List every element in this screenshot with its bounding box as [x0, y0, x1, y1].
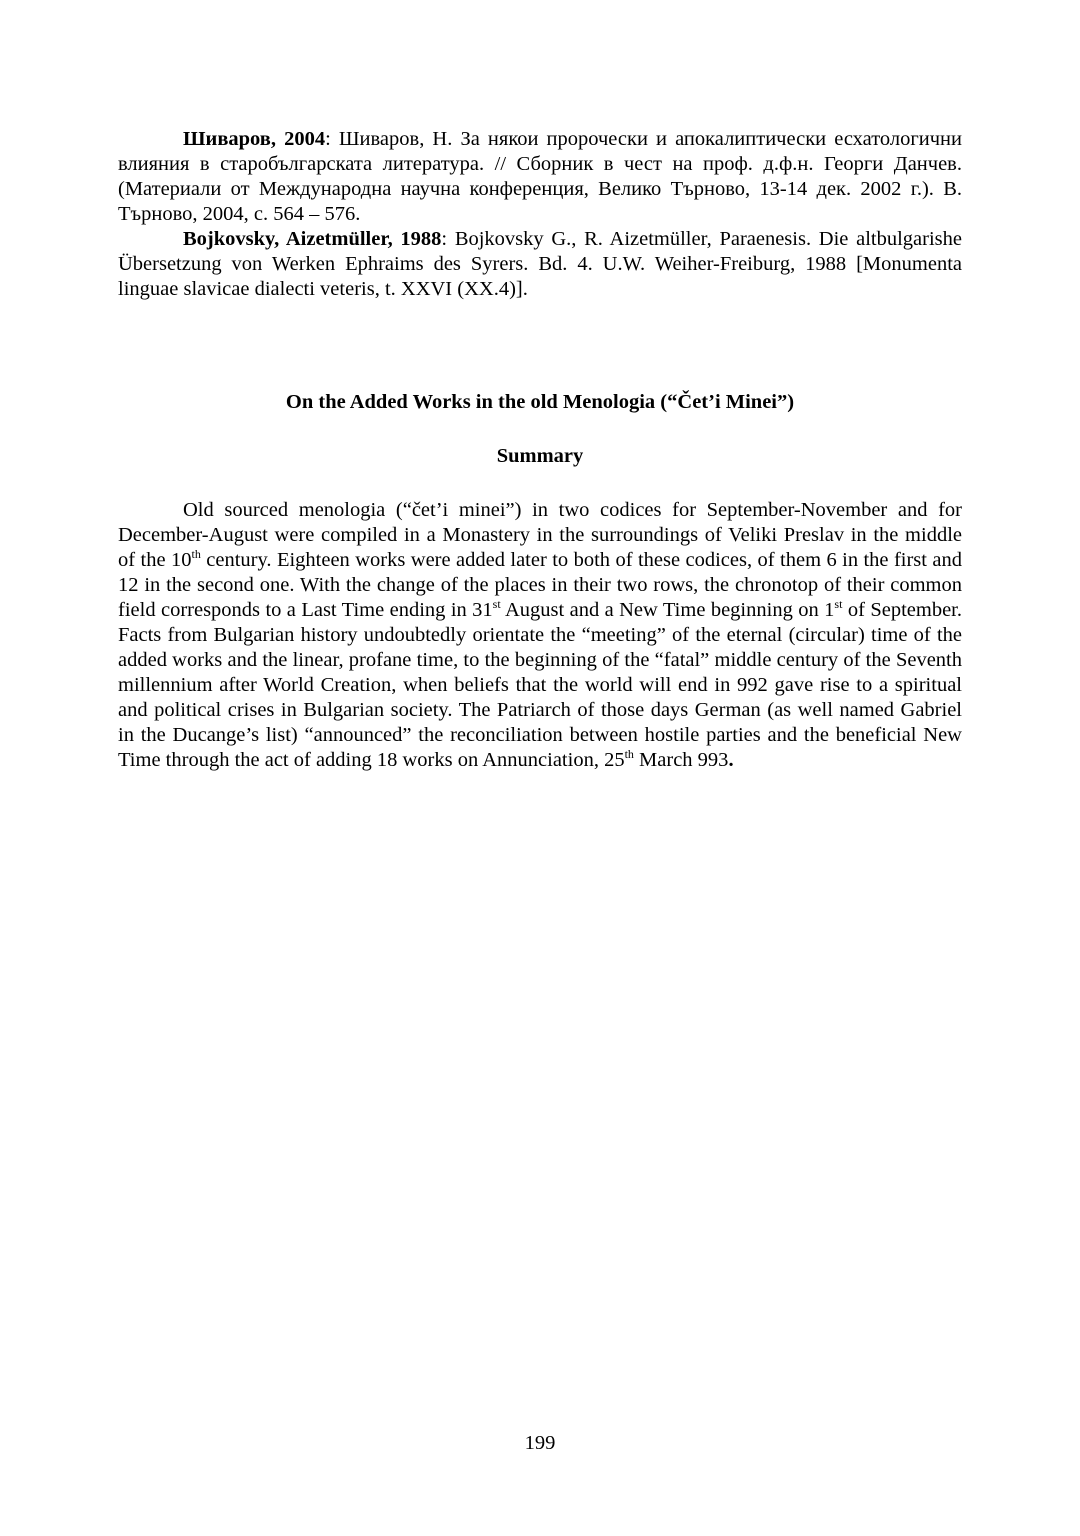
page-number: 199 [524, 1432, 556, 1454]
summary-text: of September. Facts from Bulgarian history undoubtedly orientate the “meeting” of the eternal (circular) time of the added works and the linear, profane time, to the beginning of the “fatal” middle century of the Seventh millennium after World Creation, when beliefs that the world will end in 992 gave rise to a spiritual and political crises in Bulgarian society. The Patriarch of those days German (as well named Gabriel in the Ducange’s list) “announced” the reconciliation between hostile parties and the beneficial New Time through the act of adding 18 works on Annunciation, 25 [118, 599, 962, 771]
summary-paragraph [118, 498, 962, 773]
superscript: st [492, 597, 501, 611]
bibliography [118, 127, 962, 302]
summary-text: August and a New Time beginning on 1 [500, 599, 835, 621]
summary-text: March 993 [633, 749, 729, 771]
superscript: st [834, 597, 843, 611]
summary-final-period: . [728, 749, 734, 771]
article-title: On the Added Works in the old Menologia (“Čet’i Minei”) [285, 391, 795, 413]
reference-key: Bojkovsky, Aizetmüller, 1988 [183, 228, 442, 250]
summary-heading: Summary [496, 445, 584, 467]
reference-entry [118, 227, 962, 302]
summary-text: Old sourced menologia (“čet’i minei”) in two codices for September-November and for December-August were compiled in a Monastery in the surroundings of Veliki Preslav in the middle of the 10 [118, 499, 962, 571]
document-page [118, 0, 962, 1536]
superscript: th [624, 747, 634, 761]
reference-text: : Шиваров, Н. За някои пророчески и апокалиптически есхатологични влияния в старобългарската литература. // Сборник в чест на проф. д.ф.н. Георги Данчев. (Материали от Международна научна конференция, Велико Търново, 13-14 дек. 2002 г.). В. Търново, 2004, с. 564 – 576. [118, 128, 962, 225]
reference-entry [118, 127, 962, 227]
reference-text: : Bojkovsky G., R. Aizetmüller, Paraenesis. Die altbulgarishe Übersetzung von Werken Ephraims des Syrers. Bd. 4. U.W. Weiher-Freiburg, 1988 [Monumenta linguae slavicae dialecti veteris, t. XXVI (XX.4)]. [118, 228, 962, 300]
summary-text: century. Eighteen works were added later to both of these codices, of them 6 in the first and 12 in the second one. With the change of the places in their two rows, the chronotop of their common field corresponds to a Last Time ending in 31 [118, 549, 963, 621]
superscript: th [191, 547, 201, 561]
reference-key: Шиваров, 2004 [183, 128, 326, 150]
summary-body [118, 498, 962, 773]
